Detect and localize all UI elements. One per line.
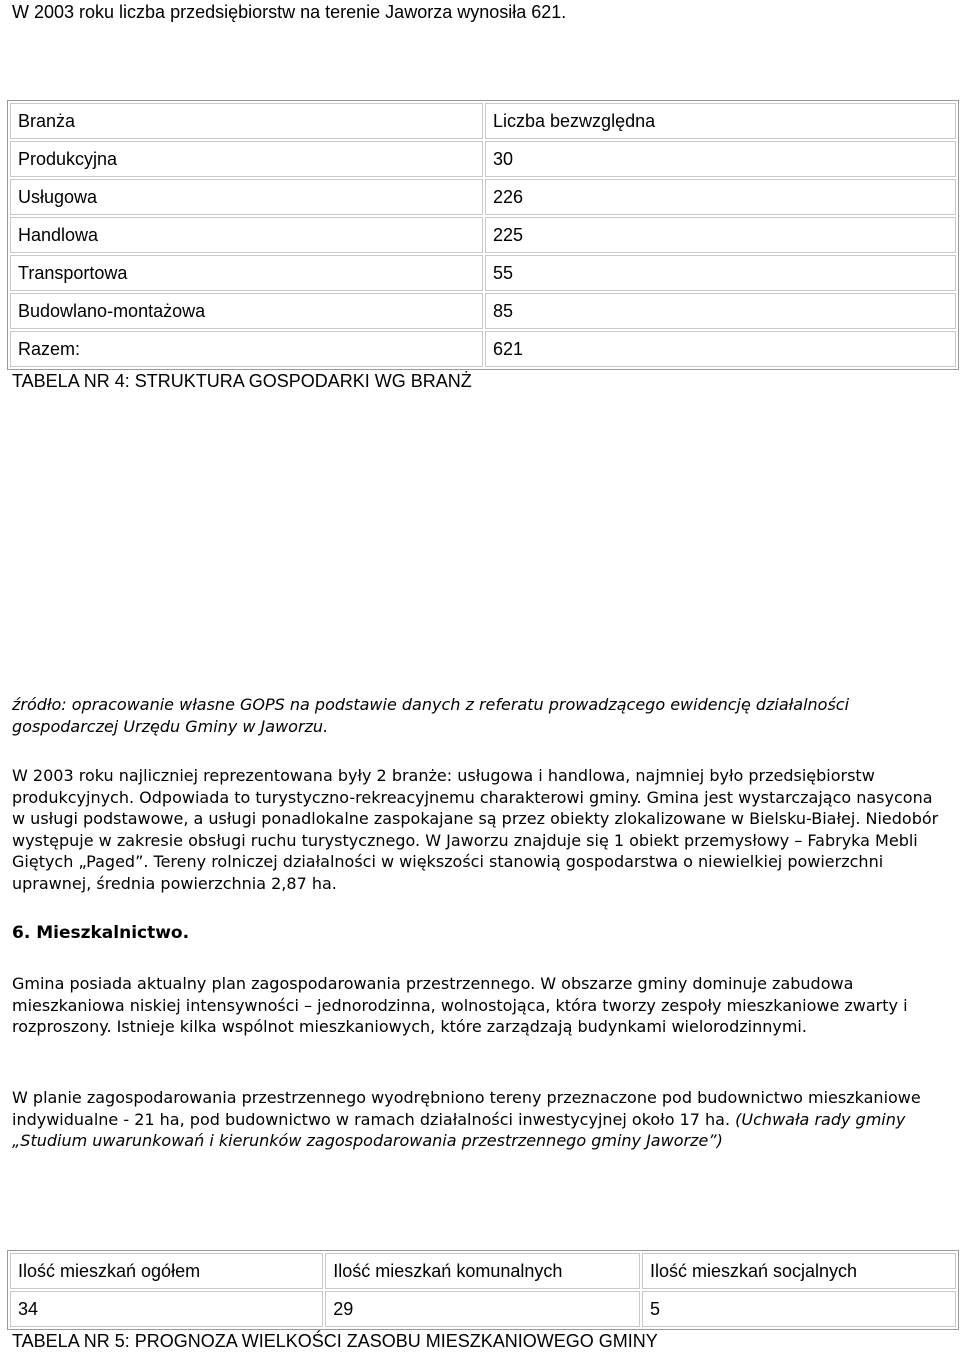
table-header-row (10, 103, 956, 139)
header-industry: Branża (10, 103, 483, 139)
industry-count: 55 (485, 255, 956, 291)
header-communal-flats: Ilość mieszkań komunalnych (325, 1253, 640, 1289)
total-value: 621 (485, 331, 956, 367)
table4-caption: TABELA NR 4: STRUKTURA GOSPODARKI WG BRANŻ (12, 371, 472, 391)
industry-name: Budowlano-montażowa (10, 293, 483, 329)
header-social-flats: Ilość mieszkań socjalnych (642, 1253, 956, 1289)
section-heading: 6. Mieszkalnictwo. (12, 923, 190, 943)
zoning-text: W planie zagospodarowania przestrzennego wyodrębniono tereny przeznaczone pod budownictwo mieszkaniowe indywidualne - 21 ha, pod budownictwo w ramach działalności inwestycyjnej około 17 ha. (12, 1088, 921, 1129)
table-row (10, 255, 956, 291)
header-total-flats: Ilość mieszkań ogółem (10, 1253, 323, 1289)
industry-count: 225 (485, 217, 956, 253)
intro-text: W 2003 roku liczba przedsiębiorstw na terenie Jaworza wynosiła 621. (12, 2, 567, 22)
industry-count: 30 (485, 141, 956, 177)
paragraph-zoning (12, 1087, 948, 1152)
resolution-reference: (Uchwała rady gminy „Studium uwarunkowań i kierunków zagospodarowania przestrzennego gminy Jaworze”) (12, 1109, 906, 1150)
table-row (10, 1291, 956, 1327)
source-note: źródło: opracowanie własne GOPS na podstawie danych z referatu prowadzącego ewidencję działalności gospodarczej Urzędu Gminy w Jaworzu. (12, 695, 850, 736)
table-row (10, 141, 956, 177)
table-header-row (10, 1253, 956, 1289)
paragraph-housing: Gmina posiada aktualny plan zagospodarowania przestrzennego. W obszarze gminy dominuje zabudowa mieszkaniowa niskiej intensywności – jednorodzinna, wolnostojąca, która tworzy zespoły mieszkaniowe zwarty i rozproszony. Istnieje kilka wspólnot mieszkaniowych, które zarządzają budynkami wielorodzinnymi. (12, 974, 908, 1036)
table5-caption: TABELA NR 5: PROGNOZA WIELKOŚCI ZASOBU MIESZKANIOWEGO GMINY (12, 1331, 658, 1351)
table-housing-forecast (7, 1250, 959, 1330)
total-label: Razem: (10, 331, 483, 367)
industry-name: Usługowa (10, 179, 483, 215)
table-row (10, 217, 956, 253)
table-row (10, 179, 956, 215)
table-row (10, 293, 956, 329)
social-flats-value: 5 (642, 1291, 956, 1327)
table-total-row (10, 331, 956, 367)
industry-count: 85 (485, 293, 956, 329)
industry-name: Handlowa (10, 217, 483, 253)
communal-flats-value: 29 (325, 1291, 640, 1327)
table-industry-structure (7, 100, 959, 370)
header-count: Liczba bezwzględna (485, 103, 956, 139)
total-flats-value: 34 (10, 1291, 323, 1327)
paragraph-economy: W 2003 roku najliczniej reprezentowana były 2 branże: usługowa i handlowa, najmniej było przedsiębiorstw produkcyjnych. Odpowiada to turystyczno-rekreacyjnemu charakterowi gminy. Gmina jest wystarczająco nasycona w usługi podstawowe, a usługi ponadlokalne zaspokajane są przez obiekty zlokalizowane w Bielsku-Białej. Niedobór występuje w zakresie obsługi ruchu turystycznego. W Jaworzu znajduje się 1 obiekt przemysłowy – Fabryka Mebli Giętych „Paged”. Tereny rolniczej działalności w większości stanowią gospodarstwa o niewielkiej powierzchni uprawnej, średnia powierzchnia 2,87 ha. (12, 766, 939, 893)
industry-name: Produkcyjna (10, 141, 483, 177)
industry-count: 226 (485, 179, 956, 215)
industry-name: Transportowa (10, 255, 483, 291)
